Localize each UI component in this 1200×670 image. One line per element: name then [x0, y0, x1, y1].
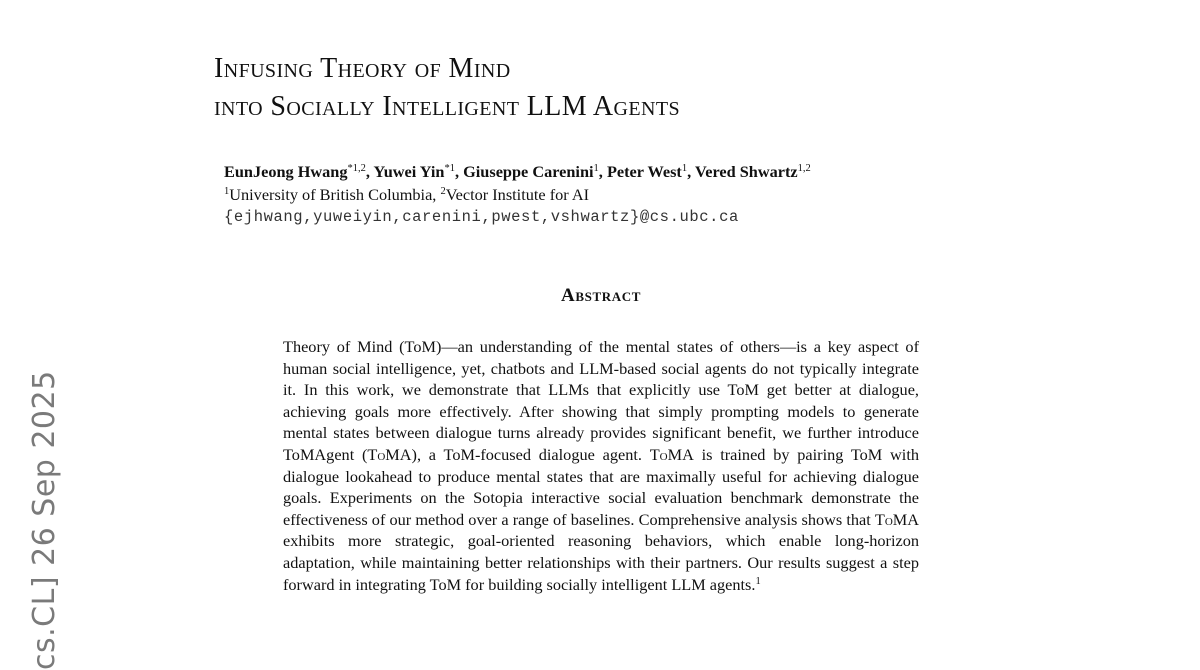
author-name: Yuwei Yin	[373, 162, 445, 181]
abstract-heading-text: Abstract	[561, 285, 641, 306]
affiliation-mark: 2	[440, 186, 446, 197]
author-name: Peter West	[606, 162, 682, 181]
author-mark: *1	[444, 163, 455, 174]
paper-title	[214, 50, 680, 126]
author-mark: 1,2	[797, 163, 811, 174]
affiliation-mark: 1	[224, 186, 230, 197]
toma-acronym: ToMA	[649, 444, 694, 464]
author-mark: 1	[593, 163, 599, 174]
abstract-part: Theory of Mind (ToM)—an understanding of the mental states of others—is a key aspect of human social intelligence, yet, chatbots and LLM-based social agents do not typically integrate it. In this work, we demonstrate that LLMs that explicitly use ToM get better at dialogue, achieving goals more effectively. After showing that simply prompting models to generate mental states between dialogue turns already provides significant benefit, we further introduce ToMAgent (	[283, 337, 919, 464]
author-mark: 1	[681, 163, 688, 174]
affiliations	[224, 183, 811, 206]
author-name: Giuseppe Carenini	[463, 162, 594, 181]
footnote-mark[interactable]: 1	[755, 575, 761, 587]
author-name: Vered Shwartz	[694, 162, 798, 181]
author-names: EunJeong Hwang$^{*1,2}$, Yuwei Yin$^{*1}$, Giuseppe Carenini$^1$, Peter West$^1$, Vered Shwartz$^{1,2}$	[224, 162, 811, 181]
abstract-heading	[0, 285, 1200, 307]
affiliation-name: Vector Institute for AI	[445, 185, 590, 204]
author-mark: *1,2	[347, 163, 366, 174]
arxiv-stamp-text: cs.CL] 26 Sep 2025	[27, 370, 62, 670]
abstract-text	[283, 336, 919, 595]
author-emails[interactable]: {ejhwang,yuweiyin,carenini,pwest,vshwartz}@cs.ubc.ca	[224, 208, 739, 226]
abstract-part: ), a ToM-focused dialogue agent.	[411, 444, 650, 464]
arxiv-side-stamp	[27, 348, 62, 670]
title-line-2: into Socially Intelligent LLM Agents	[214, 91, 680, 122]
affiliation-name: University of British Columbia,	[229, 185, 437, 204]
abstract-part: is trained by pairing ToM with dialogue lookahead to produce mental states that are maximally useful for achieving dialogue goals. Experiments on the Sotopia interactive social evaluation benchmark demonstrate the effectiveness of our method over a range of baselines. Comprehensive analysis shows that	[283, 444, 919, 529]
toma-acronym: ToMA	[367, 444, 412, 464]
title-line-1: Infusing Theory of Mind	[214, 53, 511, 84]
author-name: EunJeong Hwang	[224, 162, 348, 181]
author-block	[224, 160, 811, 229]
abstract-part: exhibits more strategic, goal-oriented reasoning behaviors, which enable long-horizon adaptation, while maintaining better relationships with their partners. Our results suggest a step forward in integrating ToM for building socially intelligent LLM agents.	[283, 531, 919, 594]
toma-acronym: ToMA	[874, 509, 919, 529]
